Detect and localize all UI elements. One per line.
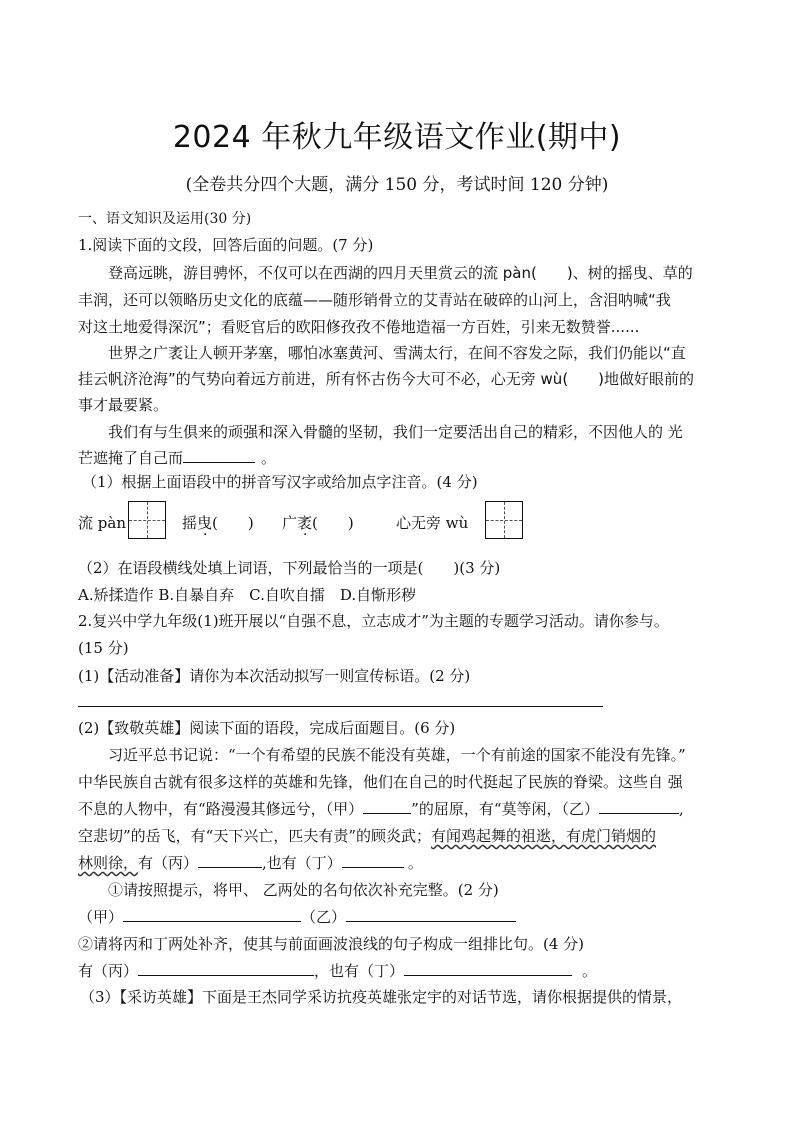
passage-line: [78, 447, 276, 468]
answer-line-bing[interactable]: [138, 961, 314, 976]
passage-line: 挂云帆济沧海”的气势向着远方前进，所有怀古伤今大可不必，心无旁 wù( )地做好眼前的: [78, 370, 695, 388]
passage-line: [78, 798, 684, 819]
dotted-char: 曳: [197, 514, 213, 532]
passage-text: 芒遮掩了自己而: [78, 449, 184, 467]
passage-line: 丰润，还可以领略历史文化的底蕴——随形销骨立的艾青站在破碎的山河上，含泪呐喊“我: [78, 291, 671, 309]
passage-text: 不息的人物中，有“路漫漫其修远兮，（甲）: [78, 800, 364, 818]
answer-blank-bing[interactable]: [198, 853, 262, 868]
passage-text: 。: [582, 962, 598, 980]
answer-options: A.矫揉造作 B.自暴自弃 C.自吹自擂 D.自惭形秽: [78, 586, 417, 604]
passage-line: 中华民族自古就有很多这样的英雄和先锋，他们在自己的时代挺起了民族的脊梁。这些自 强: [78, 773, 683, 791]
answer-row: [78, 960, 597, 981]
label-jia: （甲）: [78, 908, 124, 926]
passage-line: [78, 852, 423, 873]
answer-blank[interactable]: ( ): [312, 514, 354, 532]
label-yi: （乙）: [301, 908, 347, 926]
phonetic-item: [282, 512, 354, 533]
passage-text: ,也有（丁）: [262, 854, 342, 872]
answer-line-yi[interactable]: [346, 907, 516, 922]
passage-line: 习近平总书记说：“一个有希望的民族不能没有英雄，一个有前途的国家不能没有先锋。”: [108, 746, 686, 764]
answer-blank-yi[interactable]: [599, 799, 679, 814]
passage-line: 对这土地爱得深沉”；看贬官后的欧阳修孜孜不倦地造福一方百姓，引来无数赞誉......: [78, 318, 640, 336]
task-1: ①请按照提示，将甲、 乙两处的名句依次补充完整。(2 分): [108, 881, 499, 899]
sub-question-1: （1）根据上面语段中的拼音写汉字或给加点字注音。(4 分): [82, 473, 478, 491]
question-2-stem: (15 分): [78, 639, 129, 657]
passage-line: [78, 825, 656, 846]
sub-question: （3）【采访英雄】下面是王杰同学采访抗疫英雄张定宇的对话节选，请你根据提供的情景，: [80, 988, 683, 1006]
answer-line-jia[interactable]: [123, 907, 301, 922]
label-ding: ，也有（丁）: [314, 962, 405, 980]
char: 广: [282, 514, 298, 532]
passage-text: 有（丙）: [138, 854, 199, 872]
passage-line: 事才最要紧。: [78, 396, 169, 414]
task-2: ②请将丙和丁两处补齐，使其与前面画波浪线的句子构成一组排比句。(4 分): [78, 935, 585, 953]
passage-line: 我们有与生俱来的顽强和深入骨髓的坚韧，我们一定要活出自己的精彩，不因他人的 光: [108, 423, 683, 441]
sub-question: (1)【活动准备】请你为本次活动拟写一则宣传标语。(2 分): [78, 667, 471, 685]
wavy-underlined-text: 林则徐，: [78, 854, 139, 872]
sub-question: (2)【致敬英雄】阅读下面的语段，完成后面题目。(6 分): [78, 719, 456, 737]
passage-text: 。: [261, 449, 277, 467]
wavy-underlined-text: 有闻鸡起舞的祖逖，有虎门销烟的: [431, 827, 657, 845]
dotted-char: 袤: [297, 514, 313, 532]
exam-instructions: (全卷共分四个大题，满分 150 分，考试时间 120 分钟): [185, 175, 609, 195]
passage-line: 登高远眺，游目骋怀，不仅可以在西湖的四月天里赏云的流 pàn( )、树的摇曳、草的: [108, 264, 693, 282]
page-title: 2024 年秋九年级语文作业(期中): [172, 120, 622, 155]
pinyin-label: 流 pàn: [78, 514, 126, 532]
sub-question-2: （2）在语段横线处填上词语，下列最恰当的一项是( )(3 分): [78, 559, 501, 577]
passage-text: ,: [679, 800, 684, 818]
character-writing-box[interactable]: [128, 501, 166, 539]
answer-blank-jia[interactable]: [363, 799, 411, 814]
phonetic-item: [182, 512, 254, 533]
question-2-stem: 2.复兴中学九年级(1)班开展以“自强不息，立志成才”为主题的专题学习活动。请你参与。: [78, 612, 669, 630]
pinyin-label: 心无旁 wù: [396, 514, 469, 532]
answer-blank-ding[interactable]: [342, 853, 404, 868]
label-bing: 有（丙）: [78, 962, 139, 980]
char: 摇: [182, 514, 198, 532]
passage-text: 。: [407, 854, 423, 872]
section-heading: 一、语文知识及运用(30 分): [78, 211, 252, 227]
passage-text: 空悲切”的岳飞，有“天下兴亡，匹夫有责”的顾炎武；: [78, 827, 432, 845]
passage-line: 世界之广袤让人顿开茅塞，哪怕冰塞黄河、雪满太行，在间不容发之际，我们仍能以“直: [108, 344, 686, 362]
answer-blank[interactable]: [183, 448, 255, 463]
passage-text: ”的屈原，有“莫等闲，（乙）: [411, 800, 600, 818]
answer-blank[interactable]: ( ): [212, 514, 254, 532]
character-writing-box[interactable]: [485, 501, 523, 539]
question-1-stem: 1.阅读下面的文段，回答后面的问题。(7 分): [78, 236, 374, 254]
answer-line[interactable]: [78, 706, 603, 707]
answer-row: [78, 906, 516, 927]
answer-line-ding[interactable]: [404, 961, 572, 976]
